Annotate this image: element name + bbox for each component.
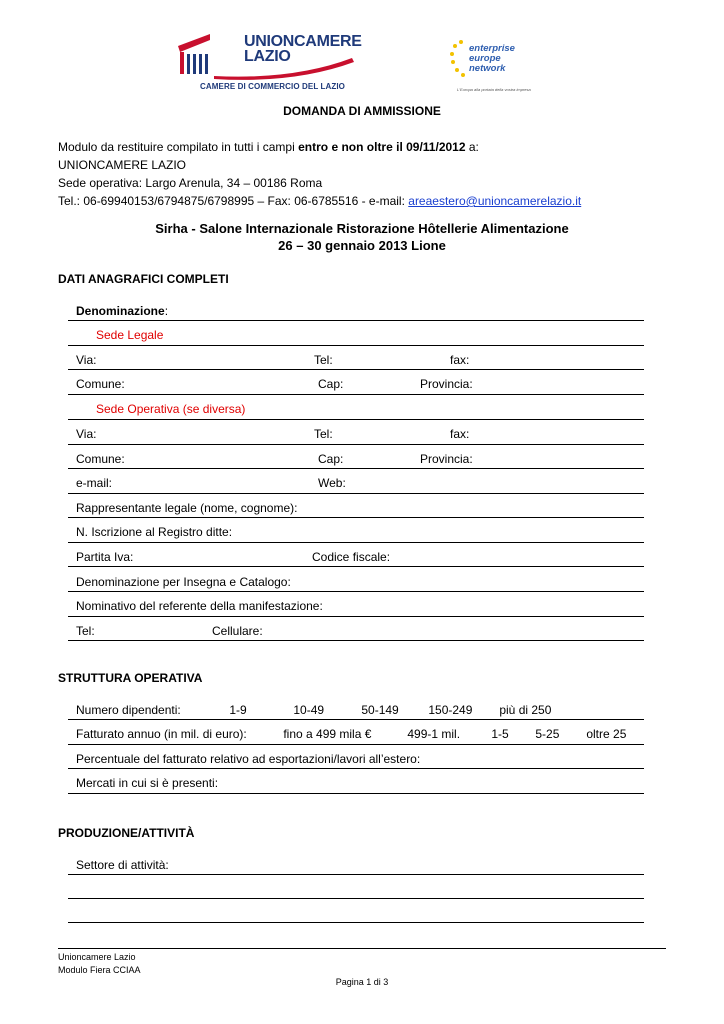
unioncamere-subtitle: CAMERE DI COMMERCIO DEL LAZIO <box>200 82 345 91</box>
section-dati-title: DATI ANAGRAFICI COMPLETI <box>58 272 229 286</box>
field-line <box>68 640 644 641</box>
sede-operativa-label: Sede Operativa (se diversa) <box>96 402 246 416</box>
fatturato-option[interactable]: fino a 499 mila € <box>283 727 372 741</box>
codice-fiscale-field[interactable]: Codice fiscale: <box>312 550 391 564</box>
section-produzione-title: PRODUZIONE/ATTIVITÀ <box>58 826 195 840</box>
referente-field[interactable]: Nominativo del referente della manifestazione: <box>76 599 323 613</box>
tel-operativa-field[interactable]: Tel: <box>314 427 333 441</box>
field-line <box>68 768 644 769</box>
fax-field[interactable]: fax: <box>450 353 470 367</box>
via-operativa-field[interactable]: Via: <box>76 427 97 441</box>
org-name: UNIONCAMERE LAZIO <box>58 158 187 172</box>
tel-field[interactable]: Tel: <box>314 353 333 367</box>
field-line <box>68 444 644 445</box>
fax-operativa-field[interactable]: fax: <box>450 427 470 441</box>
een-wordmark: enterprise europe network <box>469 43 515 74</box>
comune-field[interactable]: Comune: <box>76 377 125 391</box>
iscrizione-field[interactable]: N. Iscrizione al Registro ditte: <box>76 525 233 539</box>
fatturato-option[interactable]: 5-25 <box>535 727 560 741</box>
field-line <box>68 468 644 469</box>
fatturato-option[interactable]: oltre 25 <box>586 727 627 741</box>
field-line <box>68 616 644 617</box>
provincia-operativa-field[interactable]: Provincia: <box>420 452 473 466</box>
dipendenti-option[interactable]: 1-9 <box>229 703 247 717</box>
web-field[interactable]: Web: <box>318 476 346 490</box>
footer-org: Unioncamere Lazio <box>58 952 136 962</box>
email-link[interactable]: areaestero@unioncamerelazio.it <box>408 194 582 208</box>
field-line <box>68 394 644 395</box>
field-line <box>68 744 644 745</box>
cap-operativa-field[interactable]: Cap: <box>318 452 344 466</box>
een-tagline: L'Europa alla portata della vostra impresa <box>457 87 531 92</box>
fatturato-option[interactable]: 1-5 <box>491 727 509 741</box>
fatturato-option[interactable]: 499-1 mil. <box>407 727 461 741</box>
form-title: DOMANDA DI AMMISSIONE <box>283 104 441 118</box>
unioncamere-logo <box>174 32 364 96</box>
email-field[interactable]: e-mail: <box>76 476 113 490</box>
dipendenti-option[interactable]: 50-149 <box>361 703 399 717</box>
provincia-field[interactable]: Provincia: <box>420 377 473 391</box>
via-field[interactable]: Via: <box>76 353 97 367</box>
percentuale-field[interactable]: Percentuale del fatturato relativo ad esportazioni/lavori all’estero: <box>76 752 421 766</box>
insegna-field[interactable]: Denominazione per Insegna e Catalogo: <box>76 575 291 589</box>
fatturato-label: Fatturato annuo (in mil. di euro): <box>76 727 247 741</box>
denominazione-field[interactable]: Denominazione: <box>76 304 169 318</box>
dipendenti-label: Numero dipendenti: <box>76 703 181 717</box>
settore-field[interactable]: Settore di attività: <box>76 858 169 872</box>
field-line <box>68 793 644 794</box>
dipendenti-option[interactable]: 150-249 <box>428 703 473 717</box>
field-line <box>68 566 644 567</box>
field-line <box>68 493 644 494</box>
field-line <box>68 922 644 923</box>
mercati-field[interactable]: Mercati in cui si è presenti: <box>76 776 219 790</box>
field-line <box>68 542 644 543</box>
intro-line: Modulo da restituire compilato in tutti i campi entro e non oltre il 09/11/2012 a: <box>58 140 479 154</box>
field-line <box>68 345 644 346</box>
cellulare-field[interactable]: Cellulare: <box>212 624 263 638</box>
event-title: Sirha - Salone Internazionale Ristorazione Hôtellerie Alimentazione 26 – 30 gennaio 2013 Lione <box>155 221 569 253</box>
field-line <box>68 419 644 420</box>
page-number: Pagina 1 di 3 <box>335 977 389 987</box>
rappresentante-field[interactable]: Rappresentante legale (nome, cognome): <box>76 501 298 515</box>
footer-divider <box>58 948 666 949</box>
section-struttura-title: STRUTTURA OPERATIVA <box>58 671 203 685</box>
dipendenti-option[interactable]: 10-49 <box>293 703 325 717</box>
field-line <box>68 320 644 321</box>
red-swoosh-icon <box>174 32 364 82</box>
tel-referente-field[interactable]: Tel: <box>76 624 95 638</box>
comune-operativa-field[interactable]: Comune: <box>76 452 125 466</box>
field-line <box>68 517 644 518</box>
intro-block <box>58 138 581 210</box>
footer-form: Modulo Fiera CCIAA <box>58 965 141 975</box>
partita-iva-field[interactable]: Partita Iva: <box>76 550 134 564</box>
field-line <box>68 898 644 899</box>
unioncamere-title: UNIONCAMERE LAZIO <box>244 33 362 65</box>
dipendenti-option[interactable]: più di 250 <box>499 703 552 717</box>
field-line <box>68 591 644 592</box>
sede-legale-label: Sede Legale <box>96 328 164 342</box>
field-line <box>68 369 644 370</box>
org-contacts: Tel.: 06-69940153/6794875/6798995 – Fax: 06-6785516 - e-mail: areaestero@unioncamerelazio.it <box>58 194 582 208</box>
field-line <box>68 874 644 875</box>
field-line <box>68 719 644 720</box>
een-logo <box>443 34 529 94</box>
org-address: Sede operativa: Largo Arenula, 34 – 00186 Roma <box>58 176 323 190</box>
cap-field[interactable]: Cap: <box>318 377 344 391</box>
